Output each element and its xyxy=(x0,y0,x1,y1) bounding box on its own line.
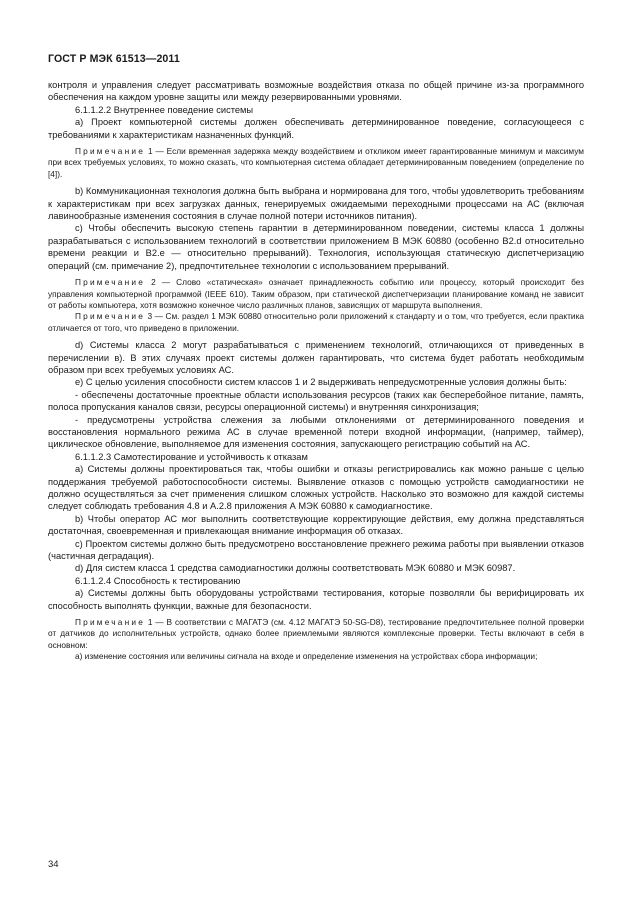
note-label: Примечание xyxy=(75,146,146,157)
standard-header: ГОСТ Р МЭК 61513—2011 xyxy=(48,53,180,65)
note-2 xyxy=(48,277,584,311)
item-e-unforeseen: e) С целью усиления способности систем классов 1 и 2 выдерживать непредусмотренные условия должны быть: xyxy=(75,377,567,388)
note-label: Примечание xyxy=(75,311,146,322)
note-text: 2 — Слово «статическая» означает принадлежность событию или процессу, который происходит без управления компьютерной программой (IEEE 610). Таким образом, при статической диспетчеризации планирование команд не зависит от работы компьютера, хотя возможно конечное число различных планов, зависящих от маршрута выполнения. xyxy=(48,277,584,310)
section-heading-6-1-1-2-3: 6.1.1.2.3 Самотестирование и устойчивость к отказам xyxy=(75,451,308,462)
note-label: Примечание xyxy=(75,617,146,628)
item-c-recovery: c) Проектом системы должно быть предусмотрено восстановление прежнего режима работы при выявлении отказов (частичная деградация). xyxy=(48,538,584,562)
item-a-deterministic: a) Проект компьютерной системы должен обеспечивать детерминированное поведение, согласующееся с требованиями к характеристикам назначенных функций. xyxy=(48,117,584,140)
paragraph-continued: контроля и управления следует рассматривать возможные воздействия отказа по общей причине из-за программного обеспечения на каждом уровне защиты или между резервированными уровнями. xyxy=(48,80,584,103)
note-3 xyxy=(48,311,584,334)
item-b-communication: b) Коммуникационная технология должна быть выбрана и нормирована для того, чтобы удовлетворить требованиям к характеристикам при всех загрузках данных, генерируемых ожидаемыми переходными процессами на АС (включая лавинообразные изменения состояния в случае полной потери источников питания). xyxy=(48,186,584,222)
item-c-class1: c) Чтобы обеспечить высокую степень гарантии в детерминированном поведении, системы класса 1 должны разрабатываться с использованием технологий в соответствии приложением В МЭК 60880 (особенно В2.d относительно времени реакции и В2.е — относительно прерываний). Технология, использующая статическую диспетчеризацию операций (см. примечание 2), предпочтительнее технологии с использованием прерываний. xyxy=(48,223,584,271)
item-a-testing: a) Системы должны быть оборудованы устройствами тестирования, которые позволяли бы верифицировать их способность выполнять функции, важные для безопасности. xyxy=(48,588,584,611)
list-item-monitoring: - предусмотрены устройства слежения за любыми отклонениями от детерминированного поведения и восстановления нормального режима АС в случае временной потери входной информации, (например, таймер), циклическое обновление, выполняемое для изменения состояния, запускающего регистрацию событий на АС. xyxy=(48,414,584,450)
item-a-errors: a) Системы должны проектироваться так, чтобы ошибки и отказы регистрировались как можно раньше с целью поддержания требуемой работоспособности системы. Выявление отказов с помощью устройств самодиагностики не должно осуществляться за счет применения слишком сложных устройств. Насколько это возможно для каждой системы следует соблюдать требования 4.8 и А.2.8 приложения А МЭК 60880 к самодиагностике. xyxy=(48,464,584,512)
note-1 xyxy=(48,146,584,180)
item-d-self-diagnostics: d) Для систем класса 1 средства самодиагностики должны соответствовать МЭК 60880 и МЭК 60987. xyxy=(75,563,516,574)
page-body xyxy=(48,79,584,663)
page-number: 34 xyxy=(48,859,59,870)
section-heading-6-1-1-2-4: 6.1.1.2.4 Способность к тестированию xyxy=(75,575,241,586)
note-label: Примечание xyxy=(75,277,146,288)
list-item-resources: - обеспечены достаточные проектные области использования ресурсов (таких как бесперебойное питание, память, полоса пропускания каналов связи, ресурсы операционной системы) и внутренняя синхронизация; xyxy=(48,389,584,413)
item-d-class2: d) Системы класса 2 могут разрабатываться с применением технологий, отличающихся от приведенных в перечислении в). В этих случаях проект системы должен гарантировать, что система будет работать необходимым образом при всех требуемых условиях АС. xyxy=(48,340,584,375)
note-1-testing xyxy=(48,617,584,651)
note-text: 1 — В соответствии с МАГАТЭ (см. 4.12 МАГАТЭ 50-SG-D8), тестирование предпочтительнее полной проверки от датчиков до исполнительных устройств, однако более приемлемыми являются комплексные проверки. Тесты включают в себя в основном: xyxy=(48,617,584,650)
note-text: 1 — Если временная задержка между воздействием и откликом имеет гарантированные минимум и максимум при всех требуемых условиях, то можно сказать, что компьютерная система обладает детерминированным поведением (определение по [4]). xyxy=(48,146,584,179)
note-text: 3 — См. раздел 1 МЭК 60880 относительно роли приложений к стандарту и о том, что требуется, если практика отличается от того, что приведено в приложении. xyxy=(48,311,584,333)
section-heading-6-1-1-2-2: 6.1.1.2.2 Внутреннее поведение системы xyxy=(75,104,254,115)
note-item-a: а) изменение состояния или величины сигнала на входе и определение изменения на устройствах сбора информации; xyxy=(75,651,538,662)
item-b-operator: b) Чтобы оператор АС мог выполнить соответствующие корректирующие действия, ему должна представляться достаточная, своевременная и привлекающая внимание информация об отказах. xyxy=(48,513,584,537)
